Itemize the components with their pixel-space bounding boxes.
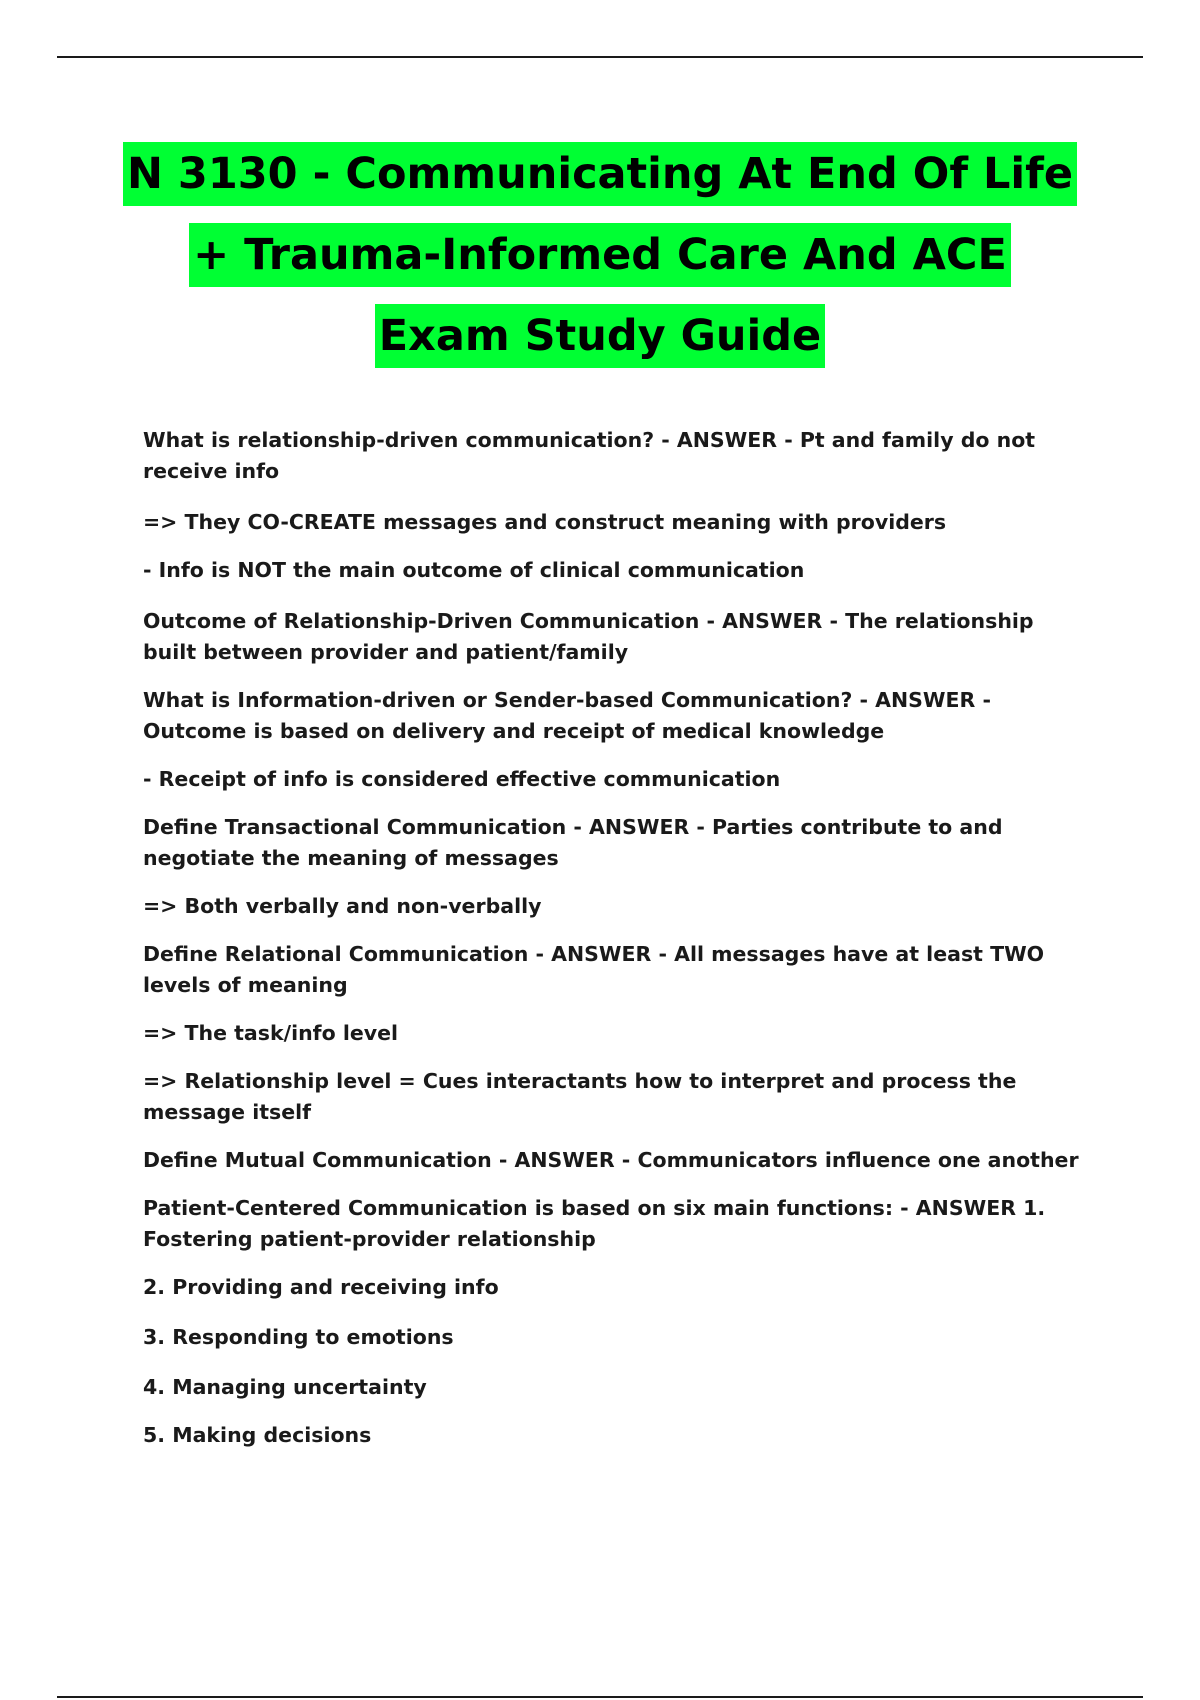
paragraph: 5. Making decisions [143, 1423, 372, 1447]
paragraph: => The task/info level [143, 1021, 399, 1045]
document-title [0, 142, 1200, 385]
document-body [143, 425, 1093, 1451]
paragraph: Patient-Centered Communication is based on six main functions: - ANSWER 1. Fostering patient-provider relationship [143, 1196, 1046, 1251]
paragraph: => Both verbally and non-verbally [143, 894, 542, 918]
paragraph: Outcome of Relationship-Driven Communication - ANSWER - The relationship built between provider and patient/family [143, 609, 1034, 664]
paragraph: => Relationship level = Cues interactants how to interpret and process the message itself [143, 1069, 1017, 1124]
paragraph: 2. Providing and receiving info [143, 1275, 499, 1299]
paragraph: What is relationship-driven communication? - ANSWER - Pt and family do not receive info [143, 428, 1036, 483]
title-line-1 [0, 142, 1200, 215]
paragraph: 3. Responding to emotions [143, 1325, 454, 1349]
paragraph: Define Mutual Communication - ANSWER - Communicators influence one another [143, 1148, 1079, 1172]
title-line-2 [0, 223, 1200, 296]
title-highlight-2: + Trauma-Informed Care And ACE [189, 223, 1011, 287]
title-highlight-1: N 3130 - Communicating At End Of Life [123, 142, 1077, 206]
top-rule [57, 56, 1143, 58]
title-highlight-3: Exam Study Guide [375, 304, 825, 368]
title-line-3 [0, 304, 1200, 377]
paragraph: Define Transactional Communication - ANSWER - Parties contribute to and negotiate the meaning of messages [143, 815, 1003, 870]
paragraph: - Info is NOT the main outcome of clinical communication [143, 558, 805, 582]
paragraph: What is Information-driven or Sender-based Communication? - ANSWER - Outcome is based on delivery and receipt of medical knowledge [143, 688, 991, 743]
bottom-rule [57, 1696, 1143, 1698]
paragraph: => They CO-CREATE messages and construct meaning with providers [143, 510, 947, 534]
paragraph: - Receipt of info is considered effective communication [143, 767, 781, 791]
paragraph: 4. Managing uncertainty [143, 1375, 427, 1399]
paragraph: Define Relational Communication - ANSWER - All messages have at least TWO levels of meaning [143, 942, 1045, 997]
